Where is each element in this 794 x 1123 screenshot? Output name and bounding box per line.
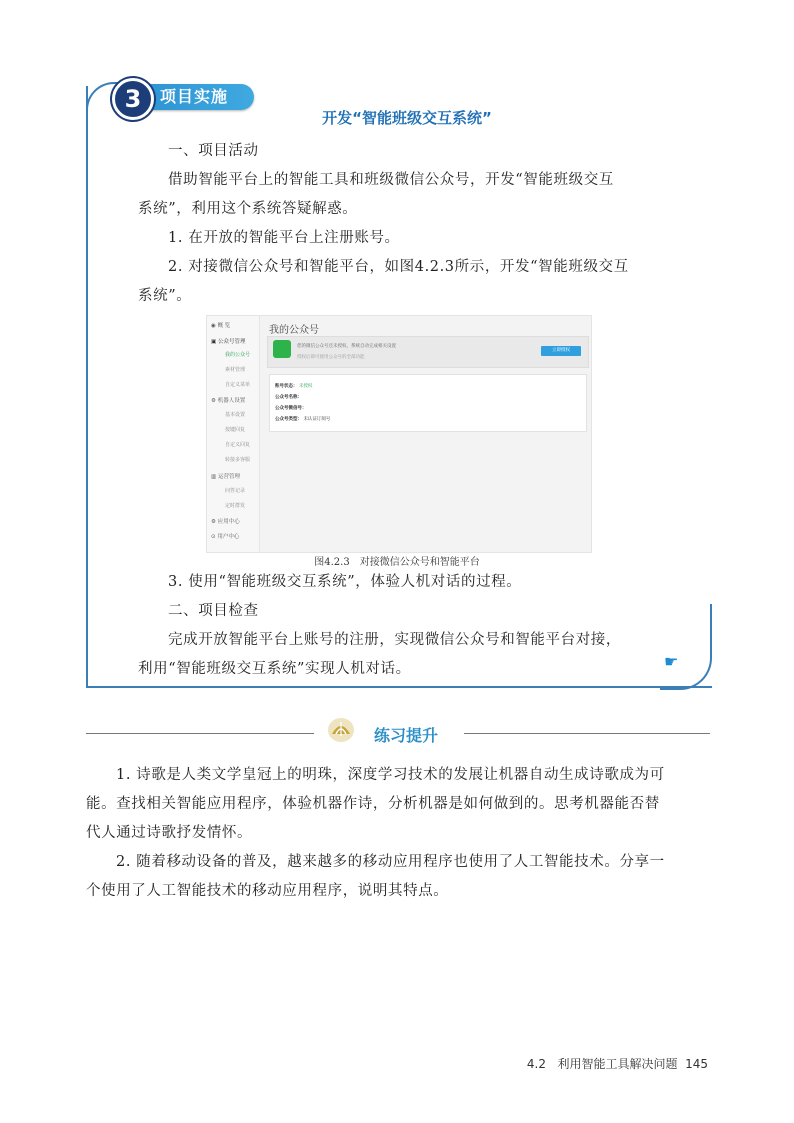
- sidebar-item-basic: 基本设置: [225, 412, 246, 418]
- sidebar-item-material: 素材管理: [225, 367, 246, 373]
- activity-heading: 一、项目活动: [168, 143, 259, 159]
- sidebar-item-apps: ⚙ 应用中心: [211, 519, 240, 525]
- leaf-icon: [326, 714, 356, 744]
- account-info-box: [269, 374, 587, 432]
- page-footer: [527, 1055, 708, 1072]
- sidebar-item-transfer: 转接多客服: [225, 457, 251, 463]
- sidebar-item-overview: ◉ 概 览: [211, 323, 231, 329]
- section-badge-number: 3: [112, 78, 154, 120]
- step-1: 1. 在开放的智能平台上注册账号。: [168, 230, 400, 246]
- paragraph-line: 借助智能平台上的智能工具和班级微信公众号，开发“智能班级交互: [168, 172, 614, 188]
- footer-section: 4.2: [526, 1057, 546, 1071]
- figure-caption: 图4.2.3 对接微信公众号和智能平台: [314, 557, 480, 568]
- authorize-button: 立即授权: [541, 346, 581, 356]
- practice-title: 练习提升: [374, 726, 439, 745]
- info-wechat-id: 公众号微信号：: [275, 406, 307, 411]
- sidebar-item-menu: 自定义菜单: [225, 382, 251, 388]
- sidebar-item-robot: ⚙ 机器人设置: [211, 398, 246, 404]
- section-badge-label: 项目实施: [160, 87, 229, 106]
- paragraph-line: 利用“智能班级交互系统”实现人机对话。: [138, 661, 411, 677]
- step-3: 3. 使用“智能班级交互系统”，体验人机对话的过程。: [168, 574, 522, 590]
- paragraph-line: 个使用了人工智能技术的移动应用程序，说明其特点。: [86, 883, 449, 899]
- banner-subtext: 授权后即可使用公众号的全部功能: [297, 355, 365, 360]
- frame-corner: [660, 604, 712, 690]
- check-heading: 二、项目检查: [168, 603, 259, 619]
- info-name: 公众号名称：: [275, 395, 302, 400]
- sidebar-item-qa-log: 问答记录: [225, 488, 246, 494]
- info-status: 账号状态： 未授权: [275, 384, 313, 389]
- divider: [464, 733, 710, 734]
- wechat-icon: [273, 340, 291, 358]
- step-2: 2. 对接微信公众号和智能平台，如图4.2.3所示，开发“智能班级交互: [168, 259, 629, 275]
- question-1: 1. 诗歌是人类文学皇冠上的明珠，深度学习技术的发展让机器自动生成诗歌成为可: [116, 767, 665, 783]
- divider: [86, 733, 314, 734]
- paragraph-line: 完成开放智能平台上账号的注册，实现微信公众号和智能平台对接，: [168, 632, 621, 648]
- section-title: 开发“智能班级交互系统”: [322, 109, 492, 127]
- sidebar-item-user: ⊙ 用户中心: [211, 534, 240, 540]
- sidebar-item-operation: ▥ 运营管理: [211, 474, 240, 480]
- sidebar-item-my-account: 我的公众号: [225, 352, 251, 358]
- paragraph-line: 能。查找相关智能应用程序，体验机器作诗，分析机器是如何做到的。思考机器能否替: [86, 796, 660, 812]
- sidebar-item-custom-reply: 自定义回复: [225, 442, 251, 448]
- screenshot-page-title: 我的公众号: [269, 325, 319, 336]
- footer-chapter-title: 利用智能工具解决问题: [557, 1057, 678, 1071]
- sidebar-item-scheduled: 定时群发: [225, 503, 246, 509]
- figure-screenshot: [206, 315, 592, 553]
- sidebar: [207, 316, 260, 552]
- paragraph-line: 系统”。: [138, 288, 192, 304]
- pointing-hand-icon: ☛: [664, 652, 679, 671]
- paragraph-line: 代人通过诗歌抒发情怀。: [86, 825, 253, 841]
- paragraph-line: 系统”，利用这个系统答疑解惑。: [138, 201, 358, 217]
- sidebar-item-account: ▣ 公众号管理: [211, 339, 246, 345]
- info-type: 公众号类型： 未认证订阅号: [275, 417, 331, 422]
- question-2: 2. 随着移动设备的普及，越来越多的移动应用程序也使用了人工智能技术。分享一: [116, 854, 665, 870]
- banner-text: 您的微信公众号还未授权，系统自动完成相关设置: [297, 344, 396, 349]
- page-number: 145: [685, 1057, 708, 1071]
- sidebar-item-key-reply: 按键回复: [225, 427, 246, 433]
